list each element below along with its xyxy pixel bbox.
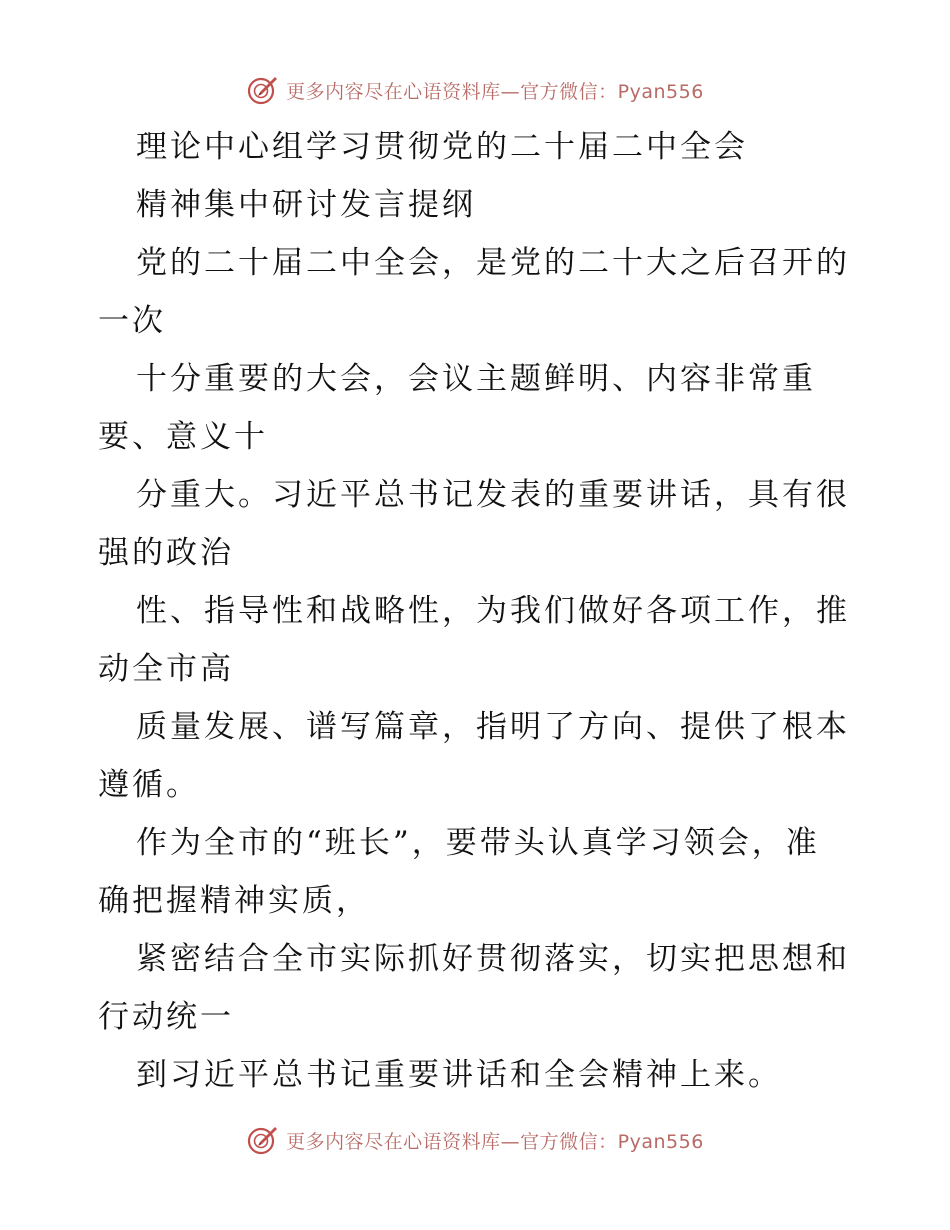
doc-title-line-2: 精神集中研讨发言提纲 <box>136 187 476 223</box>
header-watermark <box>0 68 950 112</box>
doc-line: 要、意义十 <box>98 419 268 455</box>
pen-logo-icon <box>246 1123 280 1157</box>
doc-line: 作为全市的“班长”，要带头认真学习领会，准 <box>136 825 820 861</box>
doc-line: 十分重要的大会，会议主题鲜明、内容非常重 <box>136 361 816 397</box>
doc-line: 遵循。 <box>98 767 200 803</box>
doc-line: 强的政治 <box>98 535 234 571</box>
doc-line: 党的二十届二中全会，是党的二十大之后召开的 <box>136 245 850 281</box>
doc-line: 到习近平总书记重要讲话和全会精神上来。 <box>136 1057 782 1093</box>
watermark-text: 更多内容尽在心语资料库—官方微信：Pyan556 <box>286 80 704 103</box>
doc-line: 行动统一 <box>98 999 234 1035</box>
doc-line: 确把握精神实质， <box>98 883 370 919</box>
footer-watermark <box>0 1118 950 1162</box>
doc-title-line-1: 理论中心组学习贯彻党的二十届二中全会 <box>136 129 748 165</box>
document-body <box>98 118 858 1104</box>
doc-line: 一次 <box>98 303 166 339</box>
doc-line: 紧密结合全市实际抓好贯彻落实，切实把思想和 <box>136 941 850 977</box>
doc-line: 性、指导性和战略性，为我们做好各项工作，推 <box>136 593 850 629</box>
pen-logo-icon <box>246 73 280 107</box>
doc-line: 分重大。习近平总书记发表的重要讲话，具有很 <box>136 477 850 513</box>
doc-line: 动全市高 <box>98 651 234 687</box>
doc-line: 质量发展、谱写篇章，指明了方向、提供了根本 <box>136 709 850 745</box>
watermark-text: 更多内容尽在心语资料库—官方微信：Pyan556 <box>286 1130 704 1153</box>
